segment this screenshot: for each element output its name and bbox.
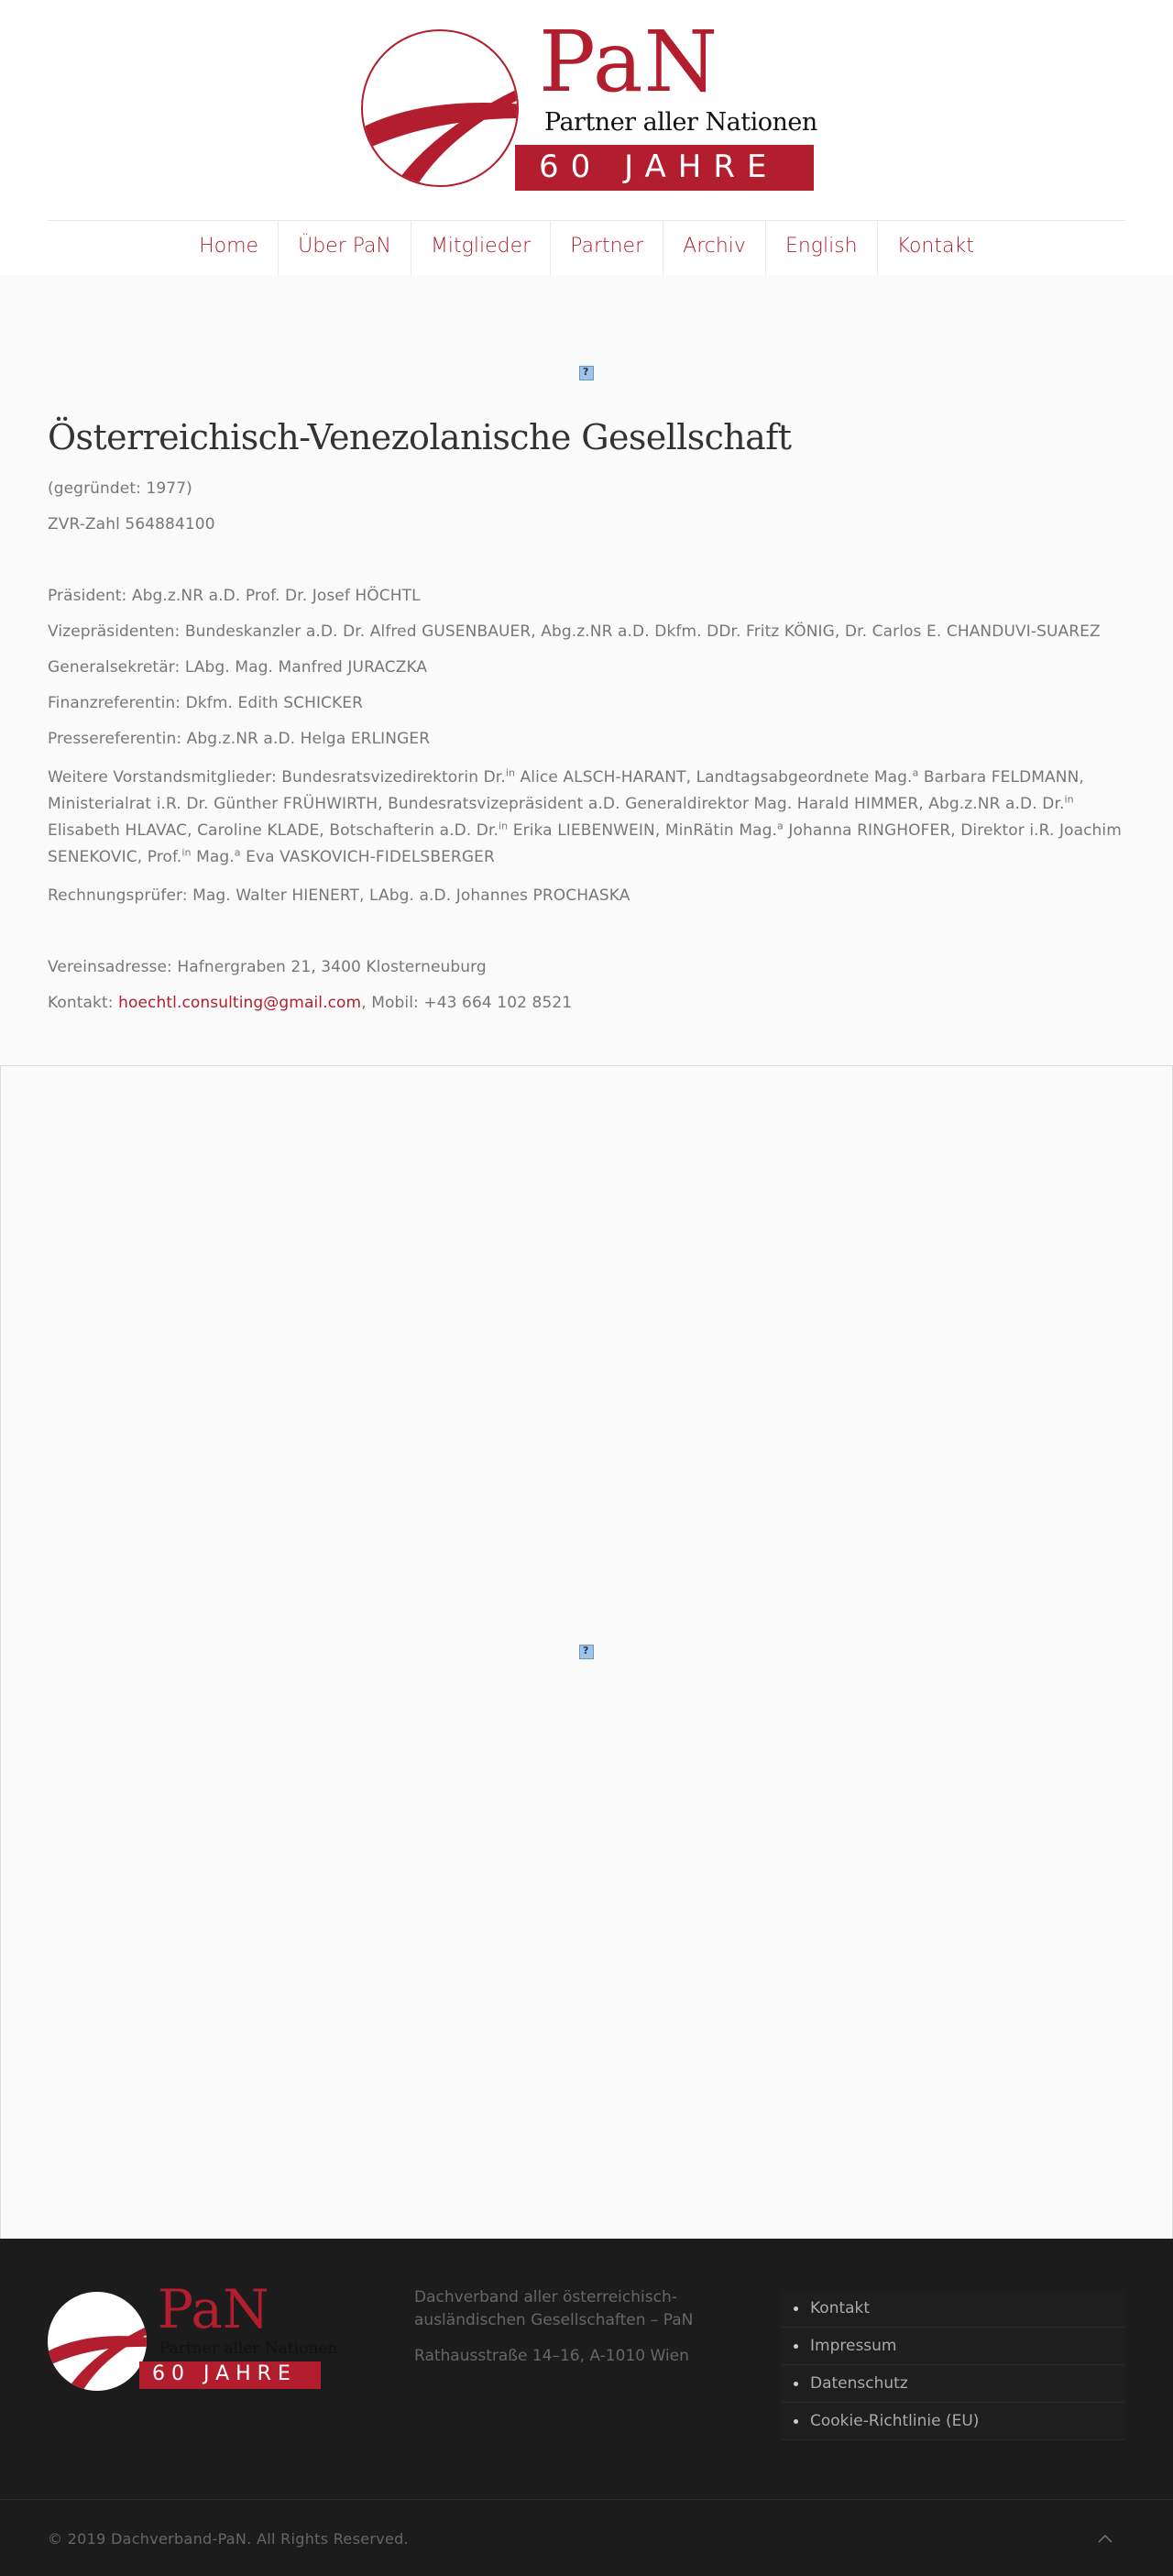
page-title: Österreichisch-Venezolanische Gesellschaft xyxy=(48,417,792,457)
board-members-text: Weitere Vorstandsmitglieder: Bundesratsvizedirektorin Dr.$^{in}$ Alice ALSCH-HARANT, Landtagsabgeordnete Mag.$^a$ Barbara FELDMANN, Ministerialrat i.R. Dr. Günther FRÜHWIRTH, Bundesratsvizepräsident a.D. Generaldirektor Mag. Harald HIMMER, Abg.z.NR a.D. Dr.$^{in}$ Elisabeth HLAVAC, Caroline KLADE, Botschafterin a.D. Dr.$^{in}$ Erika LIEBENWEIN, MinRätin Mag.$^a$ Johanna RINGHOFER, Direktor i.R. Joachim SENEKOVIC, Prof.$^{in}$ Mag.$^a$ Eva VASKOVICH-FIDELSBERGER xyxy=(48,766,1122,866)
nav-home[interactable]: Home xyxy=(199,235,259,258)
secretary-text: Generalsekretär: LAbg. Mag. Manfred JURACZKA xyxy=(48,658,428,677)
footer-logo-emblem xyxy=(48,2292,147,2391)
scroll-to-top-icon[interactable] xyxy=(1096,2530,1114,2548)
footer-link-cookie-policy[interactable]: Cookie-Richtlinie (EU) xyxy=(781,2403,1125,2440)
finance-text: Finanzreferentin: Dkfm. Edith SCHICKER xyxy=(48,694,364,712)
zvr-text: ZVR-Zahl 564884100 xyxy=(48,515,215,534)
footer-link-imprint[interactable]: Impressum xyxy=(781,2328,1125,2365)
broken-image-icon xyxy=(579,366,594,380)
president-text: Präsident: Abg.z.NR a.D. Prof. Dr. Josef HÖCHTL xyxy=(48,587,421,605)
broken-image-icon xyxy=(579,1645,594,1659)
footer-link-contact[interactable]: Kontakt xyxy=(781,2290,1125,2328)
logo-emblem xyxy=(361,29,519,187)
founded-text: (gegründet: 1977) xyxy=(48,479,192,498)
footer-logo[interactable] xyxy=(48,2278,338,2391)
address-text: Vereinsadresse: Hafnergraben 21, 3400 Klosterneuburg xyxy=(48,958,487,976)
nav-english[interactable]: English xyxy=(765,220,877,275)
footer-info xyxy=(414,2286,726,2368)
footer-org-name: Dachverband aller österreichisch-ausländischen Gesellschaften – PaN xyxy=(414,2288,694,2329)
contact-email-link[interactable]: hoechtl.consulting@gmail.com xyxy=(118,994,362,1012)
logo-subtitle: Partner aller Nationen xyxy=(544,108,817,137)
nav-members[interactable]: Mitglieder xyxy=(411,220,550,275)
auditors-text: Rechnungsprüfer: Mag. Walter HIENERT, LAbg. a.D. Johannes PROCHASKA xyxy=(48,886,630,905)
footer-logo-wordmark: PaN xyxy=(158,2278,269,2340)
contact-text: Kontakt: hoechtl.consulting@gmail.com, Mobil: +43 664 102 8521 xyxy=(48,994,573,1012)
site-header xyxy=(0,0,1173,275)
logo-band-text: 60 JAHRE xyxy=(539,149,779,185)
nav-contact[interactable]: Kontakt xyxy=(877,220,993,275)
main-nav xyxy=(0,220,1173,275)
copyright-text: © 2019 Dachverband-PaN. All Rights Reserved. xyxy=(48,2530,409,2548)
vice-presidents-text: Vizepräsidenten: Bundeskanzler a.D. Dr. Alfred GUSENBAUER, Abg.z.NR a.D. Dkfm. DDr. Fritz KÖNIG, Dr. Carlos E. CHANDUVI-SUAREZ xyxy=(48,622,1101,641)
footer-logo-band: 60 JAHRE xyxy=(139,2361,321,2389)
footer-logo-subtitle: Partner aller Nationen xyxy=(159,2339,338,2358)
logo-wordmark: PaN xyxy=(539,13,719,111)
logo-band xyxy=(515,145,814,191)
footer-link-privacy[interactable]: Datenschutz xyxy=(781,2365,1125,2403)
nav-partner[interactable]: Partner xyxy=(550,220,663,275)
nav-archive[interactable]: Archiv xyxy=(663,220,765,275)
footer-menu xyxy=(781,2290,1125,2440)
footer-divider xyxy=(0,2499,1173,2500)
nav-about[interactable]: Über PaN xyxy=(278,220,411,275)
site-logo[interactable] xyxy=(361,13,817,191)
site-footer xyxy=(0,2239,1173,2576)
press-text: Pressereferentin: Abg.z.NR a.D. Helga ERLINGER xyxy=(48,730,431,748)
footer-address: Rathausstraße 14–16, A-1010 Wien xyxy=(414,2347,689,2365)
